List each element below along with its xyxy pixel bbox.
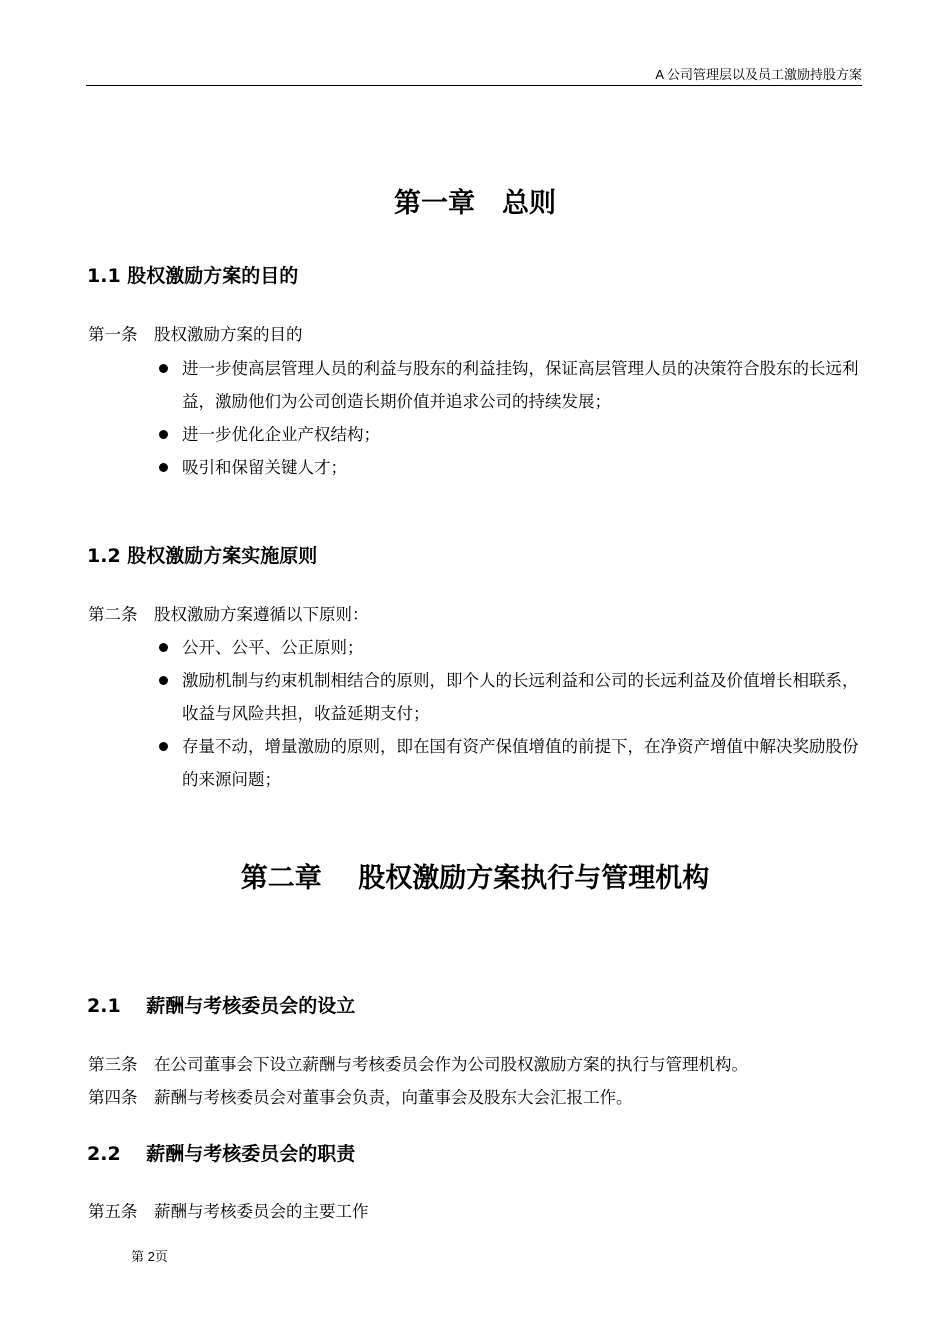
bullet-text: 存量不动，增量激励的原则，即在国有资产保值增值的前提下，在净资产增值中解决奖励股份的来源问题； (182, 737, 859, 789)
bullet-text: 公开、公平、公正原则； (182, 638, 364, 657)
article-1: 第一条 股权激励方案的目的 (88, 325, 303, 344)
bullet-text: 吸引和保留关键人才； (182, 458, 347, 477)
bullet-dot-icon (159, 364, 168, 373)
running-header-title: A 公司管理层以及员工激励持股方案 (655, 67, 862, 82)
article-5: 第五条 薪酬与考核委员会的主要工作 (88, 1202, 369, 1221)
bullet-item (157, 451, 862, 484)
chapter-1-title: 第一章 总则 (394, 188, 556, 219)
bullet-dot-icon (159, 430, 168, 439)
bullet-text: 激励机制与约束机制相结合的原则，即个人的长远利益和公司的长远利益及价值增长相联系，收益与风险共担，收益延期支付； (182, 671, 859, 723)
bullet-text: 进一步使高层管理人员的利益与股东的利益挂钩，保证高层管理人员的决策符合股东的长远利益，激励他们为公司创造长期价值并追求公司的持续发展； (182, 359, 859, 411)
section-1-2-heading: 1.2 股权激励方案实施原则 (87, 545, 318, 567)
article-3: 第三条 在公司董事会下设立薪酬与考核委员会作为公司股权激励方案的执行与管理机构。 (88, 1055, 748, 1074)
bullet-dot-icon (159, 463, 168, 472)
section-2-1-heading: 2.1 薪酬与考核委员会的设立 (87, 995, 356, 1017)
header-rule (86, 85, 862, 86)
chapter-2-title: 第二章 股权激励方案执行与管理机构 (240, 863, 710, 894)
bullet-item (157, 730, 862, 796)
bullet-item (157, 664, 862, 730)
bullet-dot-icon (159, 643, 168, 652)
page-number: 第 2页 (131, 1249, 168, 1264)
bullet-item (157, 352, 862, 418)
section-1-2-bullet-list (157, 631, 862, 796)
bullet-item (157, 418, 862, 451)
section-2-2-heading: 2.2 薪酬与考核委员会的职责 (87, 1143, 356, 1165)
section-1-1-bullet-list (157, 352, 862, 484)
article-2: 第二条 股权激励方案遵循以下原则： (88, 605, 369, 624)
bullet-dot-icon (159, 676, 168, 685)
bullet-dot-icon (159, 742, 168, 751)
article-4: 第四条 薪酬与考核委员会对董事会负责，向董事会及股东大会汇报工作。 (88, 1088, 633, 1107)
bullet-text: 进一步优化企业产权结构； (182, 425, 380, 444)
bullet-item (157, 631, 862, 664)
section-1-1-heading: 1.1 股权激励方案的目的 (87, 265, 299, 287)
